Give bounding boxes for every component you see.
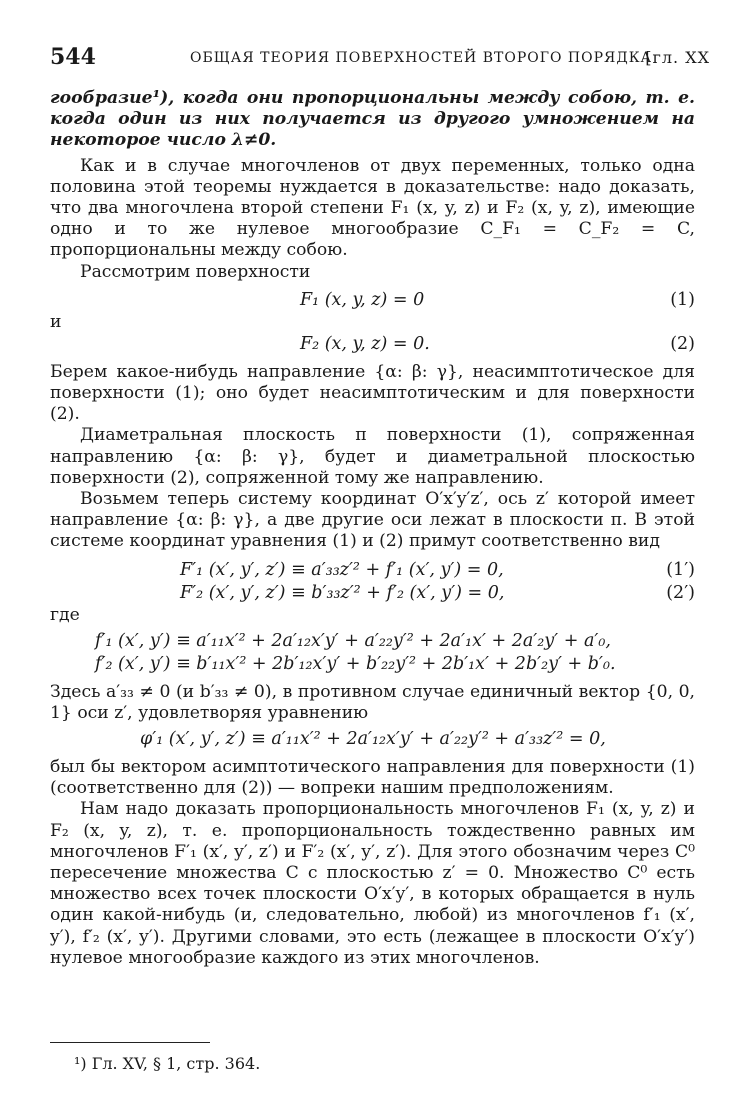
where-label: где xyxy=(50,604,80,625)
equation-2-number: (2) xyxy=(670,333,695,354)
equation-2-prime xyxy=(50,582,695,605)
equation-phi-formula: φ′₁ (x′, y′, z′) ≡ a′₁₁x′² + 2a′₁₂x′y′ + a′₂₂y′² + a′₃₃z′² = 0, xyxy=(140,729,606,750)
running-title: ОБЩАЯ ТЕОРИЯ ПОВЕРХНОСТЕЙ ВТОРОГО ПОРЯДКА xyxy=(190,50,653,66)
equation-2-prime-formula: F′₂ (x′, y′, z′) ≡ b′₃₃z′² + f′₂ (x′, y′) = 0, xyxy=(180,582,505,603)
equation-2-prime-number: (2′) xyxy=(666,582,695,603)
equation-2-formula: F₂ (x, y, z) = 0. xyxy=(300,333,430,354)
paragraph-proportionality: Нам надо доказать пропорциональность многочленов F₁ (x, y, z) и F₂ (x, y, z), т. е. пропорциональность тождественно равных им многочленов F′₁ (x′, y′, z′) и F′₂ (x′, y′, z′). Для этого обозначим через C⁰ пересечение множества C с плоскостью z′ = 0. Множество C⁰ есть множество всех точек плоскости O′x′y′, в которых обращается в нуль один какой-нибудь (и, следовательно, любой) из многочленов f′₁ (x′, y′), f′₂ (x′, y′). Другими словами, это есть (лежащее в плоскости O′x′y′) нулевое многообразие каждого из этих многочленов. xyxy=(50,799,695,968)
equation-f2-formula: f′₂ (x′, y′) ≡ b′₁₁x′² + 2b′₁₂x′y′ + b′₂₂y′² + 2b′₁x′ + 2b′₂y′ + b′₀. xyxy=(95,653,616,674)
paragraph-nonzero-coefficient: Здесь a′₃₃ ≠ 0 (и b′₃₃ ≠ 0), в противном случае единичный вектор {0, 0, 1} оси z′, удовлетворяя уравнению xyxy=(50,681,695,723)
equation-f2 xyxy=(50,653,695,676)
equation-f1 xyxy=(50,630,695,653)
equation-1-prime xyxy=(50,559,695,582)
footnote-rule xyxy=(50,1042,210,1043)
chapter-marker: [гл. XX xyxy=(645,48,710,67)
and-label: и xyxy=(50,311,62,332)
paragraph-theorem-end: гообразие¹), когда они пропорциональны между собою, т. е. когда один из них получается из другого умножением на некоторое число λ≠0. xyxy=(50,88,695,151)
main-text xyxy=(50,88,695,969)
paragraph-consider: Рассмотрим поверхности xyxy=(80,261,311,282)
paragraph-coordinates: Возьмем теперь систему координат O′x′y′z′, ось z′ которой имеет направление {α: β: γ}, а две другие оси лежат в плоскости π. В этой системе координат уравнения (1) и (2) примут соответственно вид xyxy=(50,489,695,552)
paragraph-proof-intro: Как и в случае многочленов от двух переменных, только одна половина этой теоремы нуждается в доказательстве: надо доказать, что два многочлена второй степени F₁ (x, y, z) и F₂ (x, y, z), имеющие одно и то же нулевое многообразие C_F₁ = C_F₂ = C, пропорциональны между собою. xyxy=(50,155,695,261)
equation-phi xyxy=(50,728,695,751)
paragraph-diametral-plane: Диаметральная плоскость π поверхности (1), сопряженная направлению {α: β: γ}, будет и диаметральной плоскостью поверхности (2), сопряженной тому же направлению. xyxy=(50,425,695,488)
paragraph-asymptotic: был бы вектором асимптотического направления для поверхности (1) (соответственно для (2)) — вопреки нашим предположениям. xyxy=(50,757,695,799)
equation-1-prime-formula: F′₁ (x′, y′, z′) ≡ a′₃₃z′² + f′₁ (x′, y′) = 0, xyxy=(180,559,504,580)
page-number: 544 xyxy=(50,44,96,70)
equation-1-number: (1) xyxy=(670,289,695,310)
equation-1-prime-number: (1′) xyxy=(666,559,695,580)
footnote: ¹) Гл. XV, § 1, стр. 364. xyxy=(74,1054,261,1073)
equation-f1-formula: f′₁ (x′, y′) ≡ a′₁₁x′² + 2a′₁₂x′y′ + a′₂₂y′² + 2a′₁x′ + 2a′₂y′ + a′₀, xyxy=(95,630,611,651)
equation-1 xyxy=(50,289,695,312)
paragraph-direction: Берем какое-нибудь направление {α: β: γ}, неасимптотическое для поверхности (1); оно будет неасимптотическим и для поверхности (2). xyxy=(50,361,695,425)
equation-2 xyxy=(50,333,695,356)
equation-1-formula: F₁ (x, y, z) = 0 xyxy=(300,289,425,310)
running-header xyxy=(50,44,710,74)
